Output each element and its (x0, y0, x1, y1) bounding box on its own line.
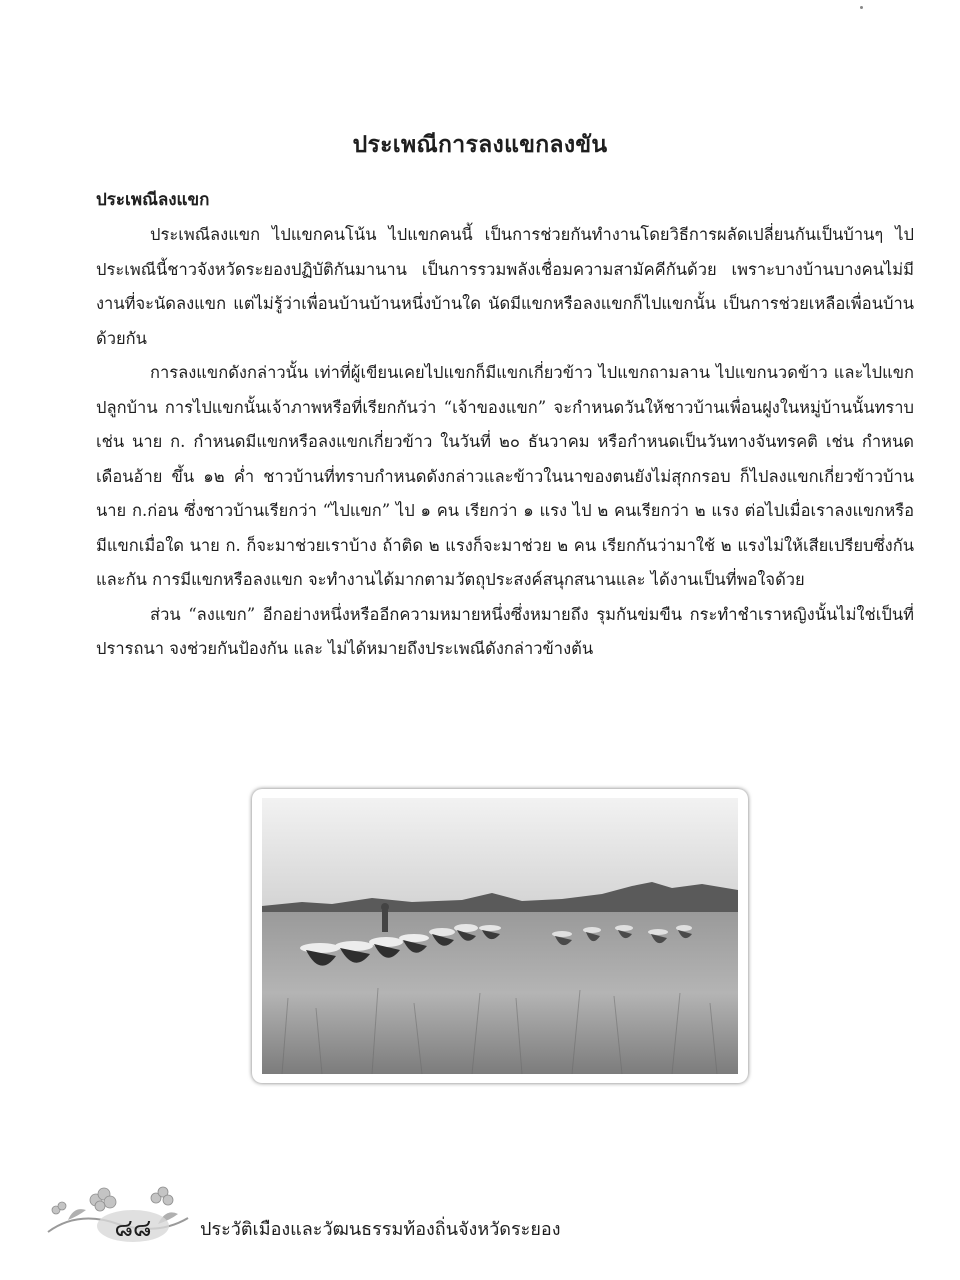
page-title: ประเพณีการลงแขกลงขัน (352, 131, 608, 159)
paragraph-2: การลงแขกดังกล่าวนั้น เท่าที่ผู้เขียนเคยไปแขกก็มีแขกเกี่ยวข้าว ไปแขกถามลาน ไปแขกนวดข้าว และไปแขกปลูกบ้าน การไปแขกนั้นเจ้าภาพหรือที่เรียกกันว่า “เจ้าของแขก” จะกำหนดวันให้ชาวบ้านเพื่อนฝูงในหมู่บ้านนั้นทราบเช่น นาย ก. กำหนดมีแขกหรือลงแขกเกี่ยวข้าว ในวันที่ ๒๐ ธันวาคม หรือกำหนดเป็นวันทางจันทรคติ เช่น กำหนดเดือนอ้าย ขึ้น ๑๒ ค่ำ ชาวบ้านที่ทราบกำหนดดังกล่าวและข้าวในนาของตนยังไม่สุกกรอบ ก็ไปลงแขกเกี่ยวข้าวบ้าน นาย ก.ก่อน ซึ่งชาวบ้านเรียกว่า “ไปแขก” ไป ๑ คน เรียกว่า ๑ แรง ไป ๒ คนเรียกว่า ๒ แรง ต่อไปเมื่อเราลงแขกหรือมีแขกเมื่อใด นาย ก. ก็จะมาช่วยเราบ้าง ถ้าติด ๒ แรงก็จะมาช่วย ๒ คน เรียกกันว่ามาใช้ ๒ แรงไม่ให้เสียเปรียบซึ่งกันและกัน การมีแขกหรือลงแขก จะทำงานได้มากตามวัตถุประสงค์สนุกสนานและ ได้งานเป็นที่พอใจด้วย (96, 363, 914, 589)
body-text (96, 218, 914, 667)
scan-speck (860, 6, 863, 9)
footer-book-title: ประวัติเมืองและวัฒนธรรมท้องถิ่นจังหวัดระยอง (200, 1219, 561, 1240)
rice-harvest-photo (262, 798, 738, 1074)
section-heading: ประเพณีลงแขก (96, 190, 210, 210)
photo-frame (252, 789, 748, 1083)
paragraph-1: ประเพณีลงแขก ไปแขกคนโน้น ไปแขกคนนี้ เป็นการช่วยกันทำงานโดยวิธีการผลัดเปลี่ยนกันเป็นบ้านๆ ไป ประเพณีนี้ชาวจังหวัดระยองปฏิบัติกันมานาน เป็นการรวมพลังเชื่อมความสามัคคีกันด้วย เพราะบางบ้านบางคนไม่มีงานที่จะนัดลงแขก แต่ไม่รู้ว่าเพื่อนบ้านบ้านหนึ่งบ้านใด นัดมีแขกหรือลงแขกก็ไปแขกนั้น เป็นการช่วยเหลือเพื่อนบ้านด้วยกัน (96, 225, 914, 348)
photo-field (262, 912, 738, 1074)
page-number: ๘๘ (114, 1214, 152, 1242)
paragraph-3: ส่วน “ลงแขก” อีกอย่างหนึ่งหรืออีกความหมายหนึ่งซึ่งหมายถึง รุมกันข่มขืน กระทำชำเราหญิงนั้นไม่ใช่เป็นที่ปรารถนา จงช่วยกันป้องกัน และ ไม่ได้หมายถึงประเพณีดังกล่าวข้างต้น (96, 604, 914, 658)
